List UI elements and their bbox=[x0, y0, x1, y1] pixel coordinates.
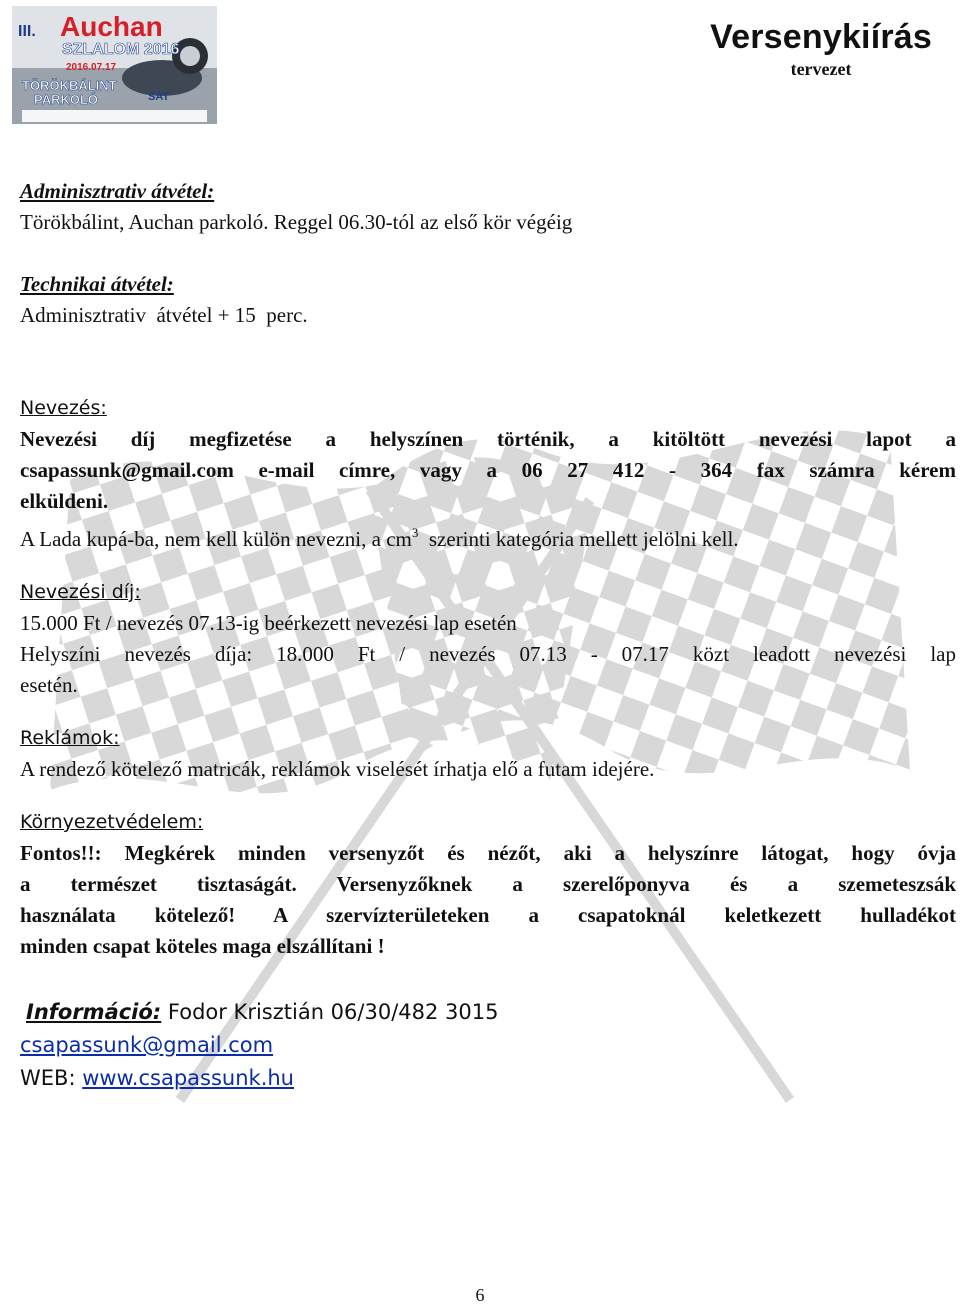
text-admin: Törökbálint, Auchan parkoló. Reggel 06.30-tól az első kör végéig bbox=[20, 210, 573, 234]
info-web-line bbox=[20, 1062, 956, 1095]
section-fee bbox=[20, 577, 956, 701]
info-contact: Fodor Krisztián 06/30/482 3015 bbox=[161, 1000, 499, 1024]
sponsor-strip bbox=[22, 110, 207, 122]
section-ads bbox=[20, 723, 956, 785]
heading-tech: Technikai átvétel: bbox=[20, 272, 174, 296]
text-fee-1: 15.000 Ft / nevezés 07.13-ig beérkezett nevezési lap esetén bbox=[20, 611, 517, 635]
document-body bbox=[20, 176, 956, 1095]
heading-entry: Nevezés: bbox=[20, 397, 107, 419]
text-tech: Adminisztrativ átvétel + 15 perc. bbox=[20, 303, 308, 327]
heading-fee: Nevezési díj: bbox=[20, 581, 141, 603]
document-title: Versenykiírás bbox=[710, 18, 932, 56]
text-lada-sup: 3 bbox=[411, 525, 419, 540]
event-logo bbox=[12, 6, 217, 124]
logo-place-1: TÖRÖKBÁLINT bbox=[22, 78, 117, 93]
info-email-line bbox=[20, 1029, 956, 1062]
text-env-2: a természet tisztaságát. Versenyzőknek a szerelőponyva és a szemeteszsák bbox=[20, 872, 956, 896]
text-lada-after: szerinti kategória mellett jelölni kell. bbox=[418, 527, 739, 551]
logo-date: 2016.07.17 bbox=[66, 62, 117, 73]
text-env-3: használata kötelező! A szervízterületeken a csapatoknál keletkezett hulladékot bbox=[20, 903, 956, 927]
text-ads: A rendező kötelező matricák, reklámok viselését írhatja elő a futam idejére. bbox=[20, 757, 655, 781]
section-admin bbox=[20, 176, 956, 238]
logo-place-2: PARKOLÓ bbox=[34, 92, 99, 107]
web-label: WEB: bbox=[20, 1066, 83, 1090]
heading-info: Információ: bbox=[26, 1000, 162, 1024]
document-subtitle: tervezet bbox=[790, 59, 852, 79]
text-env-1: Fontos!!: Megkérek minden versenyzőt és nézőt, aki a helyszínre látogat, hogy óvja bbox=[20, 841, 956, 865]
text-entry-3: elküldeni. bbox=[20, 489, 109, 513]
text-fee-3: esetén. bbox=[20, 673, 78, 697]
web-link[interactable]: www.csapassunk.hu bbox=[82, 1066, 294, 1090]
info-contact-line bbox=[20, 996, 956, 1029]
section-tech bbox=[20, 269, 956, 331]
logo-event: SZLALOM 2016 bbox=[62, 41, 180, 58]
logo-sponsor: SAT bbox=[148, 91, 170, 103]
email-link[interactable]: csapassunk@gmail.com bbox=[20, 1033, 274, 1057]
text-entry-2: csapassunk@gmail.com e-mail címre, vagy a 06 27 412 - 364 fax számra kérem bbox=[20, 458, 956, 482]
document-header bbox=[710, 18, 932, 80]
heading-env: Környezetvédelem: bbox=[20, 811, 204, 833]
section-env bbox=[20, 807, 956, 962]
logo-roman: III. bbox=[18, 23, 36, 40]
heading-ads: Reklámok: bbox=[20, 727, 120, 749]
text-fee-2: Helyszíni nevezés díja: 18.000 Ft / nevezés 07.13 - 07.17 közt leadott nevezési lap bbox=[20, 642, 956, 666]
text-entry-1: Nevezési díj megfizetése a helyszínen történik, a kitöltött nevezési lapot a bbox=[20, 427, 956, 451]
page-number: 6 bbox=[475, 1285, 485, 1305]
section-entry bbox=[20, 393, 956, 555]
text-lada-before: A Lada kupá-ba, nem kell külön nevezni, a cm bbox=[20, 527, 412, 551]
logo-brand: Auchan bbox=[60, 11, 163, 42]
text-lada bbox=[20, 517, 956, 555]
section-info bbox=[20, 996, 956, 1095]
heading-admin: Adminisztrativ átvétel: bbox=[20, 179, 215, 203]
text-env-4: minden csapat köteles maga elszállítani ! bbox=[20, 934, 385, 958]
